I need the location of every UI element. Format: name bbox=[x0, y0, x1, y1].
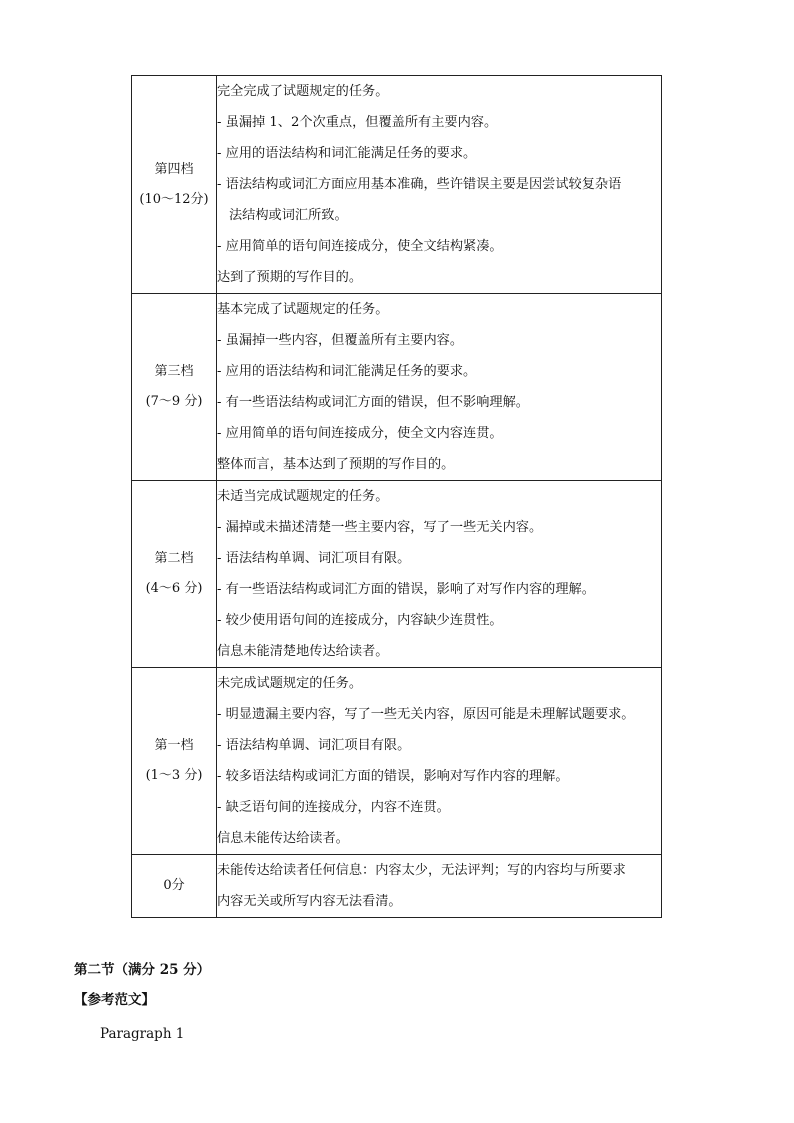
grade-description-cell bbox=[217, 76, 662, 294]
grade-name: 第二档 bbox=[154, 551, 194, 566]
grade-label-cell bbox=[132, 294, 217, 481]
description-line: - 虽漏掉 1、2个次重点，但覆盖所有主要内容。 bbox=[217, 115, 498, 130]
rubric-row-grade-3 bbox=[132, 294, 662, 481]
grade-score-range: (4～6 分) bbox=[145, 581, 203, 596]
grade-label-cell bbox=[132, 76, 217, 294]
reference-essay-heading: 【参考范文】 bbox=[74, 992, 155, 1008]
description-line: 完全完成了试题规定的任务。 bbox=[217, 84, 389, 99]
description-line: 法结构或词汇所致。 bbox=[229, 208, 348, 223]
description-line: - 漏掉或未描述清楚一些主要内容，写了一些无关内容。 bbox=[217, 520, 543, 535]
grade-label-cell bbox=[132, 855, 217, 918]
description-line: 达到了预期的写作目的。 bbox=[217, 270, 363, 285]
grade-description-cell bbox=[217, 855, 662, 918]
grade-description-cell bbox=[217, 668, 662, 855]
description-line: - 有一些语法结构或词汇方面的错误，但不影响理解。 bbox=[217, 395, 529, 410]
grade-description-cell bbox=[217, 481, 662, 668]
description-line: 信息未能传达给读者。 bbox=[217, 831, 349, 846]
grade-score-range: (1～3 分) bbox=[145, 768, 203, 783]
grade-name: 0分 bbox=[163, 878, 185, 893]
grade-score-range: (10～12分) bbox=[139, 191, 209, 207]
rubric-row-grade-2 bbox=[132, 481, 662, 668]
description-line: 未适当完成试题规定的任务。 bbox=[217, 489, 389, 504]
rubric-row-grade-4 bbox=[132, 76, 662, 294]
rubric-row-grade-1 bbox=[132, 668, 662, 855]
description-line: 未完成试题规定的任务。 bbox=[217, 676, 363, 691]
grade-name: 第一档 bbox=[154, 738, 194, 753]
grade-label-cell bbox=[132, 668, 217, 855]
grade-name: 第四档 bbox=[154, 161, 194, 177]
paragraph-label: Paragraph 1 bbox=[100, 1026, 185, 1042]
description-line: - 虽漏掉一些内容，但覆盖所有主要内容。 bbox=[217, 333, 464, 348]
description-line: - 较多语法结构或词汇方面的错误，影响对写作内容的理解。 bbox=[217, 769, 569, 784]
description-line: - 应用简单的语句间连接成分，使全文内容连贯。 bbox=[217, 426, 503, 441]
grade-label-cell bbox=[132, 481, 217, 668]
description-line: 内容无关或所写内容无法看清。 bbox=[217, 894, 402, 909]
description-line: - 应用的语法结构和词汇能满足任务的要求。 bbox=[217, 364, 477, 379]
grade-score-range: (7～9 分) bbox=[145, 394, 203, 409]
description-line: 基本完成了试题规定的任务。 bbox=[217, 302, 389, 317]
grade-description-cell bbox=[217, 294, 662, 481]
description-line: - 有一些语法结构或词汇方面的错误，影响了对写作内容的理解。 bbox=[217, 582, 595, 597]
description-line: - 语法结构单调、词汇项目有限。 bbox=[217, 551, 411, 566]
rubric-row-grade-0 bbox=[132, 855, 662, 918]
description-line: - 语法结构或词汇方面应用基本准确，些许错误主要是因尝试较复杂语 bbox=[217, 177, 622, 192]
description-line: 信息未能清楚地传达给读者。 bbox=[217, 644, 389, 659]
grade-name: 第三档 bbox=[154, 364, 194, 379]
description-line: 整体而言，基本达到了预期的写作目的。 bbox=[217, 457, 455, 472]
section-heading: 第二节（满分 25 分） bbox=[74, 962, 211, 978]
description-line: - 应用的语法结构和词汇能满足任务的要求。 bbox=[217, 146, 477, 161]
scoring-rubric-table bbox=[131, 75, 662, 918]
description-line: - 缺乏语句间的连接成分，内容不连贯。 bbox=[217, 800, 450, 815]
description-line: - 较少使用语句间的连接成分，内容缺少连贯性。 bbox=[217, 613, 503, 628]
description-line: 未能传达给读者任何信息：内容太少，无法评判；写的内容均与所要求 bbox=[217, 863, 626, 878]
description-line: - 语法结构单调、词汇项目有限。 bbox=[217, 738, 411, 753]
description-line: - 明显遗漏主要内容，写了一些无关内容，原因可能是未理解试题要求。 bbox=[217, 707, 635, 722]
description-line: - 应用简单的语句间连接成分，使全文结构紧凑。 bbox=[217, 239, 503, 254]
